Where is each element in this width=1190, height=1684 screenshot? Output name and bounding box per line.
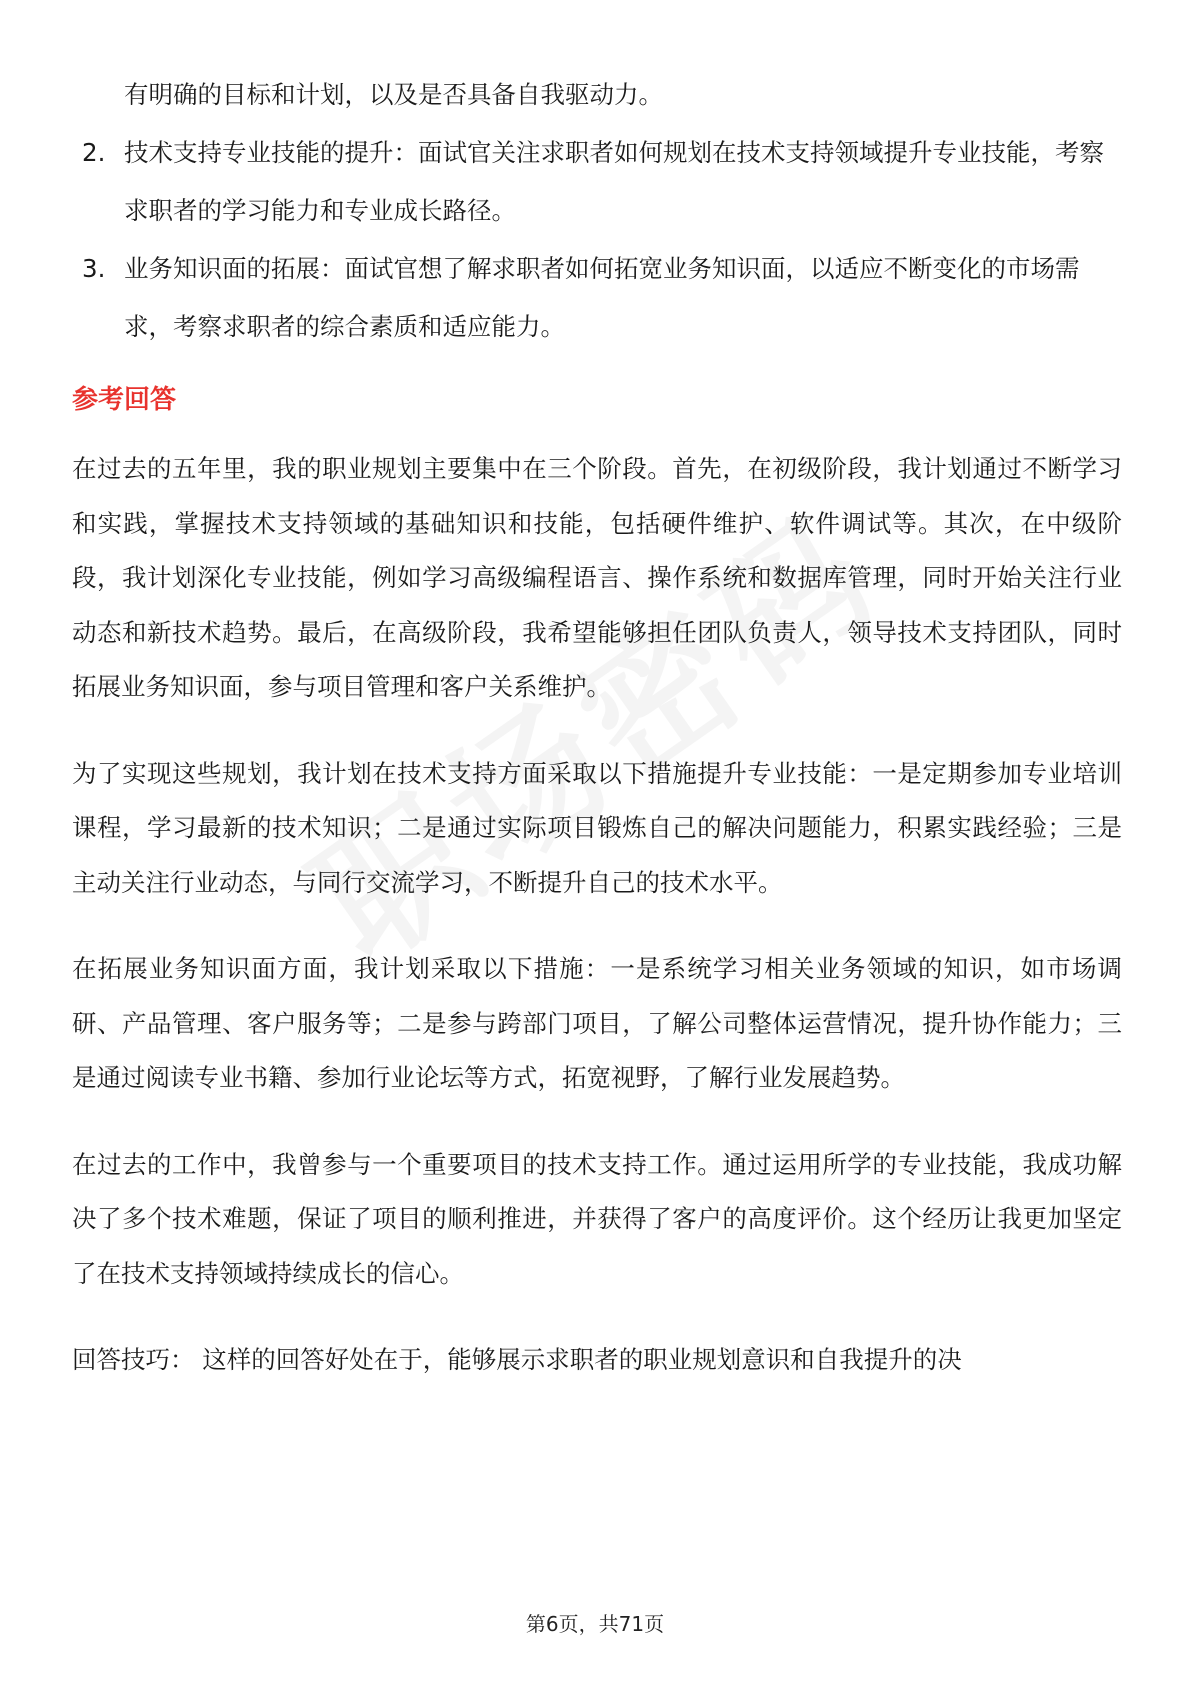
list-item-number: 2. — [82, 138, 106, 167]
list-item — [72, 124, 1122, 240]
answer-paragraph: 在过去的五年里，我的职业规划主要集中在三个阶段。首先，在初级阶段，我计划通过不断学习和实践，掌握技术支持领域的基础知识和技能，包括硬件维护、软件调试等。其次，在中级阶段，我计划深化专业技能，例如学习高级编程语言、操作系统和数据库管理，同时开始关注行业动态和新技术趋势。最后，在高级阶段，我希望能够担任团队负责人，领导技术支持团队，同时拓展业务知识面，参与项目管理和客户关系维护。 — [72, 454, 1122, 701]
list-item-number: 3. — [82, 254, 106, 283]
interview-points-list — [72, 124, 1122, 356]
page-number: 第6页，共71页 — [525, 1612, 665, 1636]
list-item-text: 技术支持专业技能的提升：面试官关注求职者如何规划在技术支持领域提升专业技能，考察求职者的学习能力和专业成长路径。 — [124, 138, 1104, 225]
answer-paragraph: 在拓展业务知识面方面，我计划采取以下措施：一是系统学习相关业务领域的知识，如市场调研、产品管理、客户服务等；二是参与跨部门项目，了解公司整体运营情况，提升协作能力；三是通过阅读专业书籍、参加行业论坛等方式，拓宽视野，了解行业发展趋势。 — [72, 954, 1122, 1092]
list-item — [72, 240, 1122, 356]
list-item-continuation: 有明确的目标和计划，以及是否具备自我驱动力。 — [124, 80, 663, 109]
answer-paragraph: 在过去的工作中，我曾参与一个重要项目的技术支持工作。通过运用所学的专业技能，我成功解决了多个技术难题，保证了项目的顺利推进，并获得了客户的高度评价。这个经历让我更加坚定了在技术支持领域持续成长的信心。 — [72, 1149, 1122, 1288]
answer-paragraph: 为了实现这些规划，我计划在技术支持方面采取以下措施提升专业技能：一是定期参加专业培训课程，学习最新的技术知识；二是通过实际项目锻炼自己的解决问题能力，积累实践经验；三是主动关注行业动态，与同行交流学习，不断提升自己的技术水平。 — [72, 758, 1122, 897]
section-heading: 参考回答 — [72, 385, 177, 415]
page-content — [72, 66, 1122, 1388]
list-item-text: 业务知识面的拓展：面试官想了解求职者如何拓宽业务知识面，以适应不断变化的市场需求，考察求职者的综合素质和适应能力。 — [124, 254, 1080, 341]
answer-tips-paragraph: 回答技巧： 这样的回答好处在于，能够展示求职者的职业规划意识和自我提升的决 — [72, 1345, 962, 1374]
